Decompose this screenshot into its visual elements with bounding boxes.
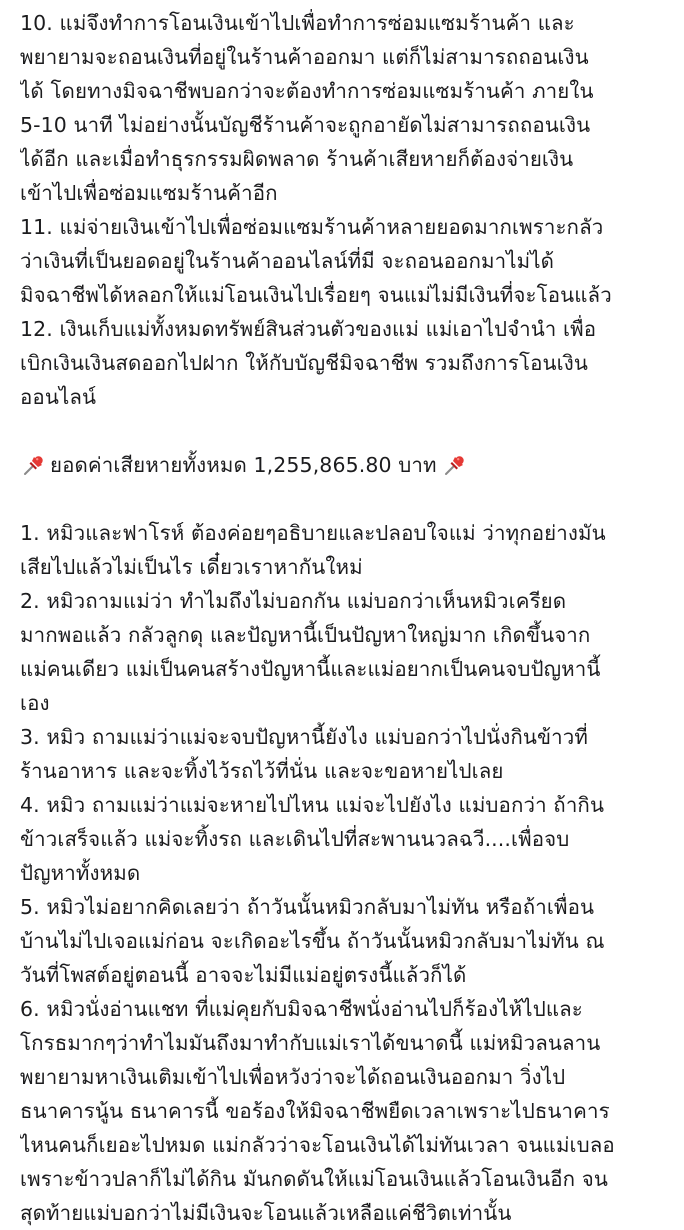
text-line: 12. เงินเก็บแม่ทั้งหมดทรัพย์สินส่วนตัวของแม่ แม่เอาไปจำนำ เพื่อ <box>20 317 597 341</box>
total-damage-text: ยอดค่าเสียหายทั้งหมด 1,255,865.80 บาท <box>50 453 437 477</box>
text-line: 5-10 นาที ไม่อย่างนั้นบัญชีร้านค้าจะถูกอายัดไม่สามารถถอนเงิน <box>20 113 591 137</box>
text-line: พยายามจะถอนเงินที่อยู่ในร้านค้าออกมา แต่ก็ไม่สามารถถอนเงิน <box>20 45 589 69</box>
text-line: ธนาคารนู้น ธนาคารนี้ ขอร้องให้มิจฉาชีพยืดเวลาเพราะไปธนาคาร <box>20 1099 610 1123</box>
text-line: มิจฉาชีพได้หลอกให้แม่โอนเงินไปเรื่อยๆ จนแม่ไม่มีเงินที่จะโอนแล้ว <box>20 283 612 307</box>
text-line: วันที่โพสต์อยู่ตอนนี้ อาจจะไม่มีแม่อยู่ตรงนี้แล้วก็ได้ <box>20 963 467 987</box>
section-a <box>20 6 670 414</box>
text-line: สุดท้ายแม่บอกว่าไม่มีเงินจะโอนแล้วเหลือแค่ชีวิตเท่านั้น <box>20 1201 512 1225</box>
text-line: ได้อีก และเมื่อทำธุรกรรมผิดพลาด ร้านค้าเสียหายก็ต้องจ่ายเงิน <box>20 147 574 171</box>
section-b <box>20 516 670 1230</box>
text-line: 10. แม่จึงทำการโอนเงินเข้าไปเพื่อทำการซ่อมแซมร้านค้า และ <box>20 11 575 35</box>
text-line: 6. หมิวนั่งอ่านแชท ที่แม่คุยกับมิจฉาชีพนั่งอ่านไปก็ร้องไห้ไปและ <box>20 997 583 1021</box>
text-line: 2. หมิวถามแม่ว่า ทำไมถึงไม่บอกกัน แม่บอกว่าเห็นหมิวเครียด <box>20 589 567 613</box>
text-line: ได้ โดยทางมิจฉาชีพบอกว่าจะต้องทำการซ่อมแซมร้านค้า ภายใน <box>20 79 594 103</box>
text-line: เสียไปแล้วไม่เป็นไร เดี๋ยวเราหากันใหม่ <box>20 555 363 579</box>
pushpin-icon <box>443 453 467 477</box>
text-line: โกรธมากๆว่าทำไมมันถึงมาทำกับแม่เราได้ขนาดนี้ แม่หมิวลนลาน <box>20 1031 601 1055</box>
blank-line <box>20 482 670 516</box>
text-line: ไหนคนก็เยอะไปหมด แม่กลัวว่าจะโอนเงินได้ไม่ทันเวลา จนแม่เบลอ <box>20 1133 615 1157</box>
text-line: บ้านไม่ไปเจอแม่ก่อน จะเกิดอะไรขึ้น ถ้าวันนั้นหมิวกลับมาไม่ทัน ณ <box>20 929 605 953</box>
text-line: 11. แม่จ่ายเงินเข้าไปเพื่อซ่อมแซมร้านค้าหลายยอดมากเพราะกลัว <box>20 215 604 239</box>
text-line: 1. หมิวและฟาโรห์ ต้องค่อยๆอธิบายและปลอบใจแม่ ว่าทุกอย่างมัน <box>20 521 606 545</box>
pushpin-icon <box>22 453 46 477</box>
text-line: ข้าวเสร็จแล้ว แม่จะทิ้งรถ และเดินไปที่สะพานนวลฉวี....เพื่อจบ <box>20 827 570 851</box>
text-line: 4. หมิว ถามแม่ว่าแม่จะหายไปไหน แม่จะไปยังไง แม่บอกว่า ถ้ากิน <box>20 793 605 817</box>
text-line: ปัญหาทั้งหมด <box>20 861 141 885</box>
text-line: มากพอแล้ว กลัวลูกดุ และปัญหานี้เป็นปัญหาใหญ่มาก เกิดขึ้นจาก <box>20 623 591 647</box>
text-line: ว่าเงินที่เป็นยอดอยู่ในร้านค้าออนไลน์ที่มี จะถอนออกมาไม่ได้ <box>20 249 555 273</box>
text-line: เอง <box>20 691 50 715</box>
text-line: พยายามหาเงินเติมเข้าไปเพื่อหวังว่าจะได้ถอนเงินออกมา วิ่งไป <box>20 1065 566 1089</box>
damage-summary <box>22 448 670 482</box>
text-line: ร้านอาหาร และจะทิ้งไว้รถไว้ที่นั่น และจะขอหายไปเลย <box>20 759 504 783</box>
blank-line <box>20 414 670 448</box>
text-line: 3. หมิว ถามแม่ว่าแม่จะจบปัญหานี้ยังไง แม่บอกว่าไปนั่งกินข้าวที่ <box>20 725 588 749</box>
text-line: ออนไลน์ <box>20 385 97 409</box>
text-line: เบิกเงินเงินสดออกไปฝาก ให้กับบัญชีมิจฉาชีพ รวมถึงการโอนเงิน <box>20 351 588 375</box>
text-line: แม่คนเดียว แม่เป็นคนสร้างปัญหานี้และแม่อยากเป็นคนจบปัญหานี้ <box>20 657 601 681</box>
text-line: 5. หมิวไม่อยากคิดเลยว่า ถ้าวันนั้นหมิวกลับมาไม่ทัน หรือถ้าเพื่อน <box>20 895 595 919</box>
text-line: เข้าไปเพื่อซ่อมแซมร้านค้าอีก <box>20 181 278 205</box>
text-line: เพราะข้าวปลาก็ไม่ได้กิน มันกดดันให้แม่โอนเงินแล้วโอนเงินอีก จน <box>20 1167 608 1191</box>
